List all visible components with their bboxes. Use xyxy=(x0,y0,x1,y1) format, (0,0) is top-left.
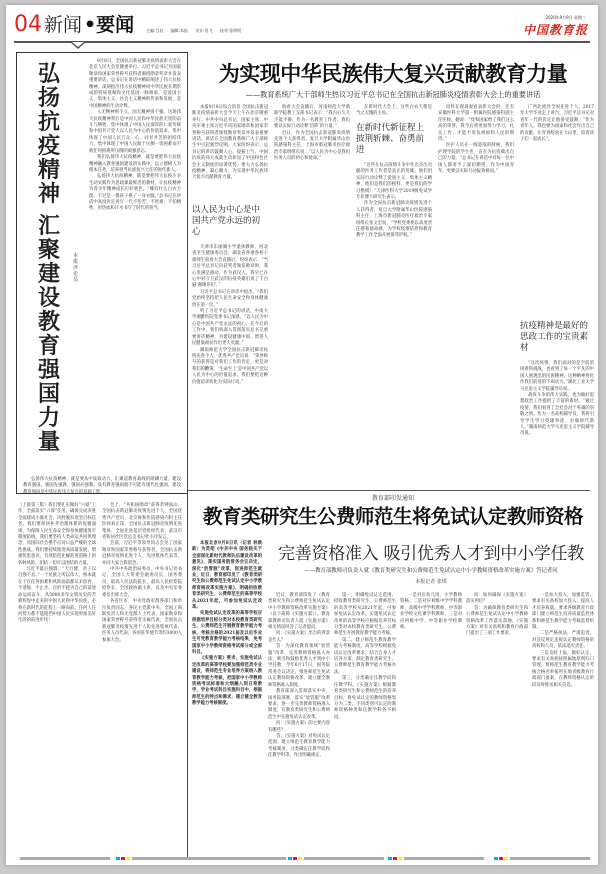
editor-credit: 主编:吕辰 xyxy=(146,28,164,33)
commentary-title-char: 教 xyxy=(37,310,60,335)
commentary-title-char: 聚 xyxy=(37,238,60,263)
commentary-byline: 本报评论员 xyxy=(73,253,79,283)
commentary-title-char: 强 xyxy=(37,358,60,383)
footer-rule xyxy=(132,857,286,860)
yellow-swatch xyxy=(504,857,508,860)
interview-column-2: 第一，明确免试认定范围。招收教育类研究生、公费师范生的高等学校从2021年起，可参加免试认定改革。实施免试认定改革的高等学校应根据培养目标分类对本校教育类研究生、公费师范生开展教育教学能力考核。 第二，建立师范生教育教学能力考核制度。高等学校根据免试认定改革要求，结合自身人才培养方案，制定教育类研究生、公费师范生教育教学能力考核办法。 第三，分类确定任教学段和任教学科。《实施方案》根据教育类研究生和公费师范生的培养目标，将免试认定的教师资格划分为二类，不同类别可认定的教师资格种类和任教学科各不相同。 xyxy=(334,593,396,720)
commentary-title-char: 神 xyxy=(37,182,60,207)
editor-credit: 编辑:本报 xyxy=(170,28,188,33)
magenta-swatch xyxy=(121,857,125,860)
interview-column-5: 一是加大投入，加强监管。要求有关高校加大投入，提高人才培养质量。要求各级教育行政部门建立师范生培养质量监控体系和师范生教学能力考核监督机制。 二是严格执法，严肃追责。对违反规定违规认定教师资格的高校和人员，依法追究责任。 三是及时上报，做好认定。要求有关高校按照属地原则归口管理，将师范生教育教学能力考核合格名单报所在地省级教育行政部门备案，在教师资格认定阶段及时推送相关信息。 xyxy=(532,593,594,688)
commentary-title xyxy=(31,63,67,455)
commentary-title-char: 精 xyxy=(37,158,60,183)
page-number: 04 xyxy=(14,12,42,37)
interview-byline: 本报记者 张琪 xyxy=(415,579,447,585)
interview-column-4: 问：如何确保《实施方案》落实到位？ 答：为确保教育类研究生和公费师范生免试认定中小学教师资格改革工作落实落地，《实施方案》对有关高校和教育行政部门提出了三项工作要求。 xyxy=(466,593,528,637)
interview-title: 完善资格准入 吸引优秀人才到中小学任教 xyxy=(278,544,584,564)
commentary-title-char: 弘 xyxy=(37,62,60,87)
lead-column-3b: “这些在抗击疫情斗争中作出杰出贡献的医务工作者是真正的英雄。他们用实际行动诠释了爱国主义、集体主义精神，他们是我们的榜样，更是我们的学习楷模！”天津医科大学2019级免试学专业博士研究生表示。 作为全国抗击新冠肺炎疫情先进个人获得者，复旦大学附属华山医院感染科主任、上海市新冠肺炎医疗救治专家组组长张文宏说，“学校党委将以高度责任感和使命感，为学校疫情防控和教育教学工作全面开展保驾护航。” xyxy=(356,163,432,239)
editor-credits xyxy=(146,28,247,33)
cyan-swatch xyxy=(288,857,292,860)
section-secondary-label: 要闻 xyxy=(96,14,135,36)
editor-credit: 校对:张明明 xyxy=(219,28,242,33)
lead-column-4: 同样在现场观看表彰大会的，还有安徽医科大学第一附属医院感染科副主任医师，她说：“党和国家给了我们这么高的荣誉，我今后将更加努力学习，扎实工作，才能不辜负祖国和人民的期待。” 医护人员在一线迎战的时候，我们护理学院的学生也一直在为抗疫做出自己的力量。“总书记在讲话中对每一位中国人都寄予了深切期望，作为中国青年，更要以实际行动报效祖国。” xyxy=(438,105,514,175)
footer-rule xyxy=(510,857,590,860)
lead-section-head-2: 在新时代新征程上披荆斩棘、奋勇前进 xyxy=(356,123,425,155)
interview-column-3: 一是对应幼儿园、小学教师资格。二是对应初级中学学科教师、高级中学学科教师、中等职业学校文化课学科教师。三是对应初级中学、中等职业学校教师。 xyxy=(400,593,462,631)
commentary-body-wide: 弘扬伟大抗疫精神，就是要从中汲取动力，汇聚起教育战线的磅礴力量，建设教育强国。强国先强教，强国必强教。没有教育强国就不可能有现代化强国，建设教育强国是中华民族伟大复兴的基础工程。 xyxy=(23,477,181,495)
continuation-column-1: （上接第三版）我们要扎实做好“六稳”工作，全面落实“六保”任务，确保完成决胜全面建成小康社会、决胜脱贫攻坚目标任务。我们要加快补齐治理体系的短板弱项，为保障人民生命安全和身体健康筑牢制度防线。我们要坚持人类命运共同体理念，同国际社会携手应对日益严峻的全球性挑战。我们要持续推进高质量发展，增强忧患意识，有效防范化解前进道路上的各种风险，团结一切可以团结的力量。 习近平最后强调，“天行健，君子以自强不息。”一个民族之所以伟大，根本就在于在任何困难和风险面前都从未放弃、不退缩、不止步，百折不挠为自己的前途命运而奋斗。从5000多年文明历史的苦难辉煌中走来的中国人民和中华民族，必将在新时代的征程上一路向前。任何人任何势力都不能阻挡中国人民实现更加美好生活的前进步伐！ xyxy=(18,503,96,624)
yellow-swatch xyxy=(126,857,130,860)
yellow-swatch xyxy=(298,857,302,860)
page-header xyxy=(14,13,590,41)
commentary-title-char: 抗 xyxy=(37,110,60,135)
commentary-title-char: 建 xyxy=(37,262,60,287)
cyan-swatch xyxy=(494,857,498,860)
yellow-swatch xyxy=(398,857,402,860)
registration-mark xyxy=(388,857,402,860)
lower-kicker: 教育部印发通知 xyxy=(371,495,414,502)
registration-mark xyxy=(116,857,130,860)
lead-section-head-3: 抗疫精神是最好的思政工作的宝贵素材 xyxy=(520,321,589,353)
lead-subheadline: ——教育系统广大干部师生热议习近平总书记在全国抗击新冠肺炎疫情表彰大会上的重要讲话 xyxy=(245,90,541,99)
magenta-swatch xyxy=(393,857,397,860)
registration-mark xyxy=(494,857,508,860)
section-primary: 新闻 xyxy=(44,14,83,36)
lead-column-5a: 广西北流县全国先进个人、2017年大学毕业走上讲台，习近平总书记对青年一代的肯定让他备受鼓舞，“作为青年人，我也要为国家和社会作出自己的贡献，让青春绽放在大山里，陪着孩子们一起成长”。 xyxy=(520,105,594,143)
interview-column-1: 近日，教育部印发了《教育类研究生和公费师范生免试认定中小学教师资格改革实施方案》（以下简称《实施方案》）。教育部教师司负责人就《实施方案》相关情况回答了记者提问。 问：《实施方案》出台的背景是什么？ 答：为深化教育领域“放管服”改革，完善教师资格准入办法，吸引和鼓励优秀人才到中小学任教，今年6月17日，国务院常务会议决定，推进师范生免试认定教师资格改革，建立健全教师资格准入制度。 教育部深入贯彻落实中央、国务院部署，落实“放管服”改革要求，进一步完善教师资格准入制度，在教育类研究生和公费师范生中实施免试认定改革。 问：《实施方案》的主要内容有哪些？ 答：《实施方案》对免试认定范围、建立师范生教育教学能力考核制度、分类确定任教学段和任教学科等，作出明确规定。 xyxy=(268,593,330,759)
cyan-swatch xyxy=(116,857,120,860)
commentary-box xyxy=(16,52,188,494)
magenta-swatch xyxy=(499,857,503,860)
story-divider xyxy=(188,490,590,491)
section-secondary xyxy=(84,14,134,36)
masthead-logo: 中国教育报 xyxy=(522,23,588,37)
commentary-title-char: 力 xyxy=(37,406,60,431)
lead-column-2: 收看大会直播后，河南师范大学新联学院教工支部书记表示：“我内心久久不能平静。作为一名教育工作者，我们要以实际行动诠释‘信仰’的力量。” 近日，作为全国抗击新冠肺炎疫情先进个人获得者，复旦大学附属华山医院感染科主任、上海市新冠肺炎医疗救治专家组组长说：“以人民为中心是我们医务人员的初心和使命。” xyxy=(274,105,350,162)
commentary-body: 9月8日，全国抗击新冠肺炎疫情表彰大会在北京人民大会堂隆重举行。习近平总书记为国家勋章和国家荣誉称号获得者颁授勋章奖章并发表重要讲话。总书记在讲话中精辟阐述了伟大抗疫精神，深刻指出伟大抗疫精神同中华民族长期形成的特质禀赋和文化基因一脉相承，是爱国主义、集体主义、社会主义精神的传承和发展，是中国精神的生动诠释。 人无精神则不立，国无精神则不强。这场伟大抗疫精神背后是中国人民和中华民族无畏的奋斗与牺牲，集中体现了中国人民深厚的仁爱传统和中国共产党人以人民为中心的价值追求，集中体现了中国人民万众一心、同甘共苦的团结伟力，集中体现了中国人民敢于压倒一切困难而不被任何困难所压倒的顽强意志。 我们弘扬伟大抗疫精神，就是要把伟大抗疫精神融入教育强国建设的实践中，以立德树人为根本任务，培养担当民族复兴大任的时代新人。 弘扬伟大抗疫精神，就是要把伟大抗疫斗争生动实践作为思政课最鲜活的教材，让抗疫精神为青少年精神成长打好底色。“哪有什么白衣天使，不过是一群孩子换了一身衣服。”总书记在讲话中高度肯定青年一代不怕苦、不畏难、不怕牺牲，用热血和汗水书写了时代的担当。 xyxy=(89,59,181,212)
interview-subtitle: ——教育部教师司负责人就《教育类研究生和公费师范生免试认定中小学教师资格改革实施方案》答记者问 xyxy=(304,568,558,574)
section-separator: • xyxy=(84,14,97,36)
footer-rule xyxy=(404,857,484,860)
cyan-swatch xyxy=(388,857,392,860)
newspaper-page xyxy=(6,5,598,865)
continuation-column-2: 会上，“共和国勋章”获得者钟南山，全国抗击新冠肺炎疫情先进个人、全国优秀共产党员、北京协和医院感染内科主任医师刘正印，全国抗击新冠肺炎疫情先进集体、全国先进基层党组织代表、武汉市青和居社区党总支书记杜小玲发言。 会前，习近平等领导同志会见了国家勋章和国家荣誉称号获得者，全国抗击新冠肺炎疫情先进个人、先进集体代表等，并同大家合影留念。 中共中央政治局委员、中央书记处书记，全国人大常委会副委员长，国务委员，最高人民法院院长，最高人民检察院检察长，全国政协副主席，以及中央军委委员出席大会。 各省区市、中央党政军群各部门和单位负责同志，各民主党派中央、全国工商联负责人和无党派人士代表，国家勋章和国家荣誉称号获得者亲属代表，全国抗击新冠肺炎疫情先进个人和先进集体代表，医务人员代表，各国驻华使节等约3000人参加大会。 xyxy=(102,503,182,643)
lead-headline: 为实现中华民族伟大复兴贡献教育力量 xyxy=(218,61,568,86)
lead-column-1a: 本报9月8日综合消息 全国抗击新冠肺炎疫情表彰大会今天上午在北京隆重举行。中共中央总书记、国家主席、中央军委主席习近平向国家勋章和国家荣誉称号获得者颁授勋章奖章并发表重要讲话。讲话在全国教育系统广大干部师生中引起强烈反响。大家纷纷表示，总书记的讲话鼓舞人心、提振士气，中国抗疫的伟大成就生动彰显了中国特色社会主义制度的显著优势，要大力弘扬抗疫精神，凝心聚力，为实现中华民族伟大复兴贡献教育力量。 xyxy=(192,105,268,181)
commentary-title-char: 育 xyxy=(37,334,60,359)
lead-column-5b: “这次疫情，我们面对的是空前的困难和挑战，也看到了每一个平凡的中国人展现出的民族精神。这种精神将化作我们前进的不竭动力。”湖北工业大学马克思主义学院辅导员说。 战疫斗争的伟大实践，也为做好思想政治工作提供了丰富的素材。“通过疫情，我们看到了全社会对于英雄的崇敬之情。作为一名高校辅导员，我将引导学生学习英雄事迹，争做时代新人。”湖南师范大学马克思主义学院辅导员说。 xyxy=(520,361,594,437)
commentary-title-char: 国 xyxy=(37,382,60,407)
lead-section-head-1: 以人民为中心是中国共产党永远的初心 xyxy=(192,205,261,237)
commentary-title-char: 设 xyxy=(37,286,60,311)
issue-date: 2020年9月9日 星期三 xyxy=(545,15,586,20)
magenta-swatch xyxy=(293,857,297,860)
commentary-title-char: 量 xyxy=(37,430,60,455)
lead-column-3a: 在新时代大会上，这些白衣天使是当之无愧的主角。 xyxy=(356,105,432,117)
commentary-title-char: 扬 xyxy=(37,86,60,111)
commentary-title-char: 汇 xyxy=(37,214,60,239)
registration-mark xyxy=(288,857,302,860)
footer-rule xyxy=(20,857,110,860)
editor-credit: 设计:肖飞 xyxy=(195,28,213,33)
header-rule xyxy=(14,41,590,43)
commentary-title-char: 疫 xyxy=(37,134,60,159)
column-divider xyxy=(187,52,188,857)
lower-headline: 教育类研究生公费师范生将免试认定教师资格 xyxy=(202,505,583,528)
lower-news-column: 本报北京9月8日讯（记者 林焕新）为贯彻《中共中央 国务院关于全面深化新时代教师队伍建设改革的意见》，落实国务院常务会议决定，深化“放管服”改革，促进师范生就业，近日，教育部印发了《教育类研究生和公费师范生免试认定中小学教师资格改革实施方案》，明确招收教育类研究生、公费师范生的高等学校从2021年起，可参加免试认定改革。 实施免试认定改革的高等学校应根据培养目标分类对本校教育类研究生、公费师范生开展教育教学能力考核，考核合格的2021届及以后毕业生可凭教育教学能力考核结果，免考国家中小学教师资格考试部分或全部科目。 《实施方案》要求，实施免试认定改革的高等学校要加强师范类专业建设，将师范生专业培养方案纳入教育教学能力考核，把国家中小学教师资格考试标准和大纲融入到日常教学，学业考试科目实施科目中，根据师范生的特点和需求，建立健全教育教学能力考核制度。 xyxy=(192,541,262,707)
lead-column-1b: 天津市东丽湖小学退休教师、河北省卫生健康委员会、湖北省各地各校干部师生收看大会直播后，纷纷表示：“当习近平总书记向获奖者颁发勋章时，我心里满是感动，作为武汉人，我早已在心中对守卫武汉的抗疫英雄们说了千百遍‘谢谢你们’。” 习近平总书记在讲话中指出，“我们党始终坚持把人民生命安全和身体健康放在第一位。” 听了习近平总书记的讲话，中南大学湘雅医院党委书记深感，“以人民为中心是中国共产党永远的初心。在今后的工作中，我们将深入贯彻落实总书记重要讲话精神，为建设健康中国、增进人民健康福祉作出更大贡献。” 湖南师范大学全国抗击新冠肺炎疫情先进个人、优秀共产党员说：“荣誉称号的获得是对我们工作的肯定，更是对我们的鞭策。‘生命至上’是中国共产党以人民为中心的价值追求，我们要把这种价值追求转化为实际行动。” xyxy=(192,245,268,385)
footer-rule xyxy=(304,857,384,860)
